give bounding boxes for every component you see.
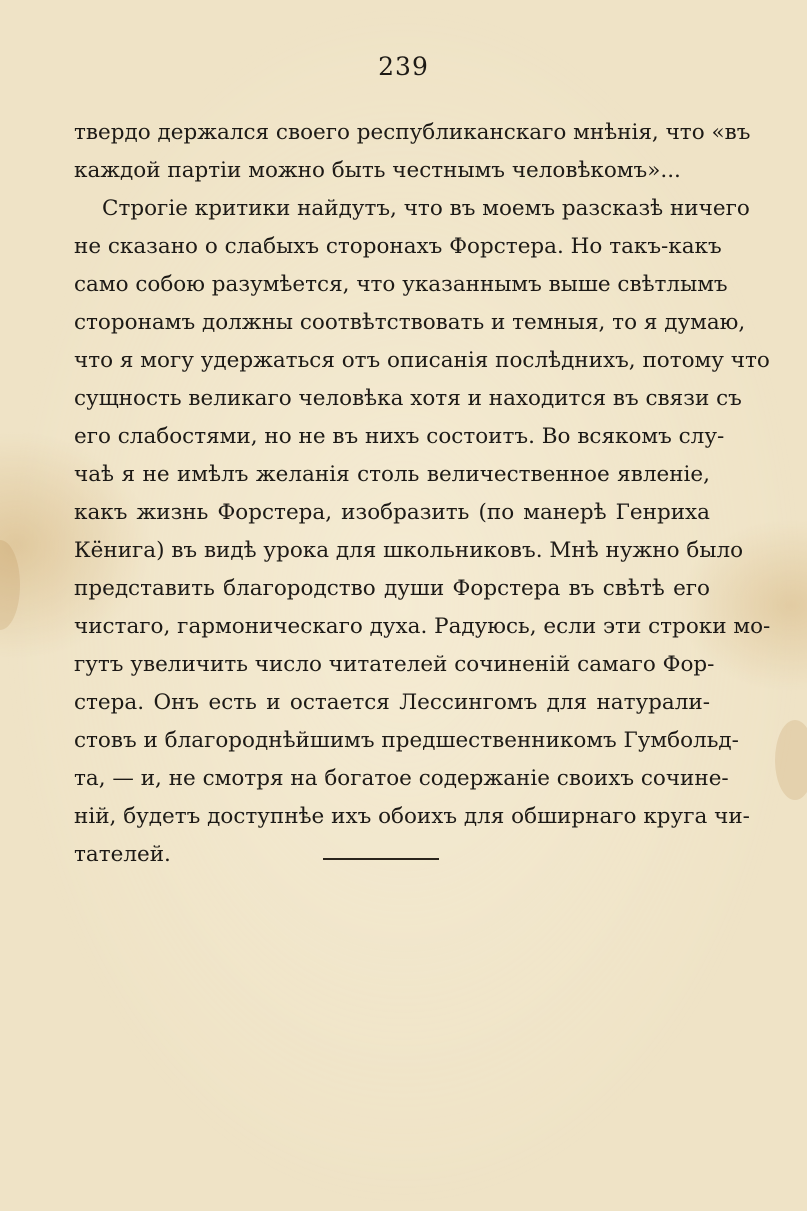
text-line: представить благородство души Форстера въ свѣтѣ его (74, 576, 710, 601)
text-line: какъ жизнь Форстера, изобразить (по манерѣ Генриха (74, 500, 710, 525)
text-line: Строгіе критики найдутъ, что въ моемъ разсказѣ ничего (102, 196, 750, 221)
text-line: стера. Онъ есть и остается Лессингомъ для натурали- (74, 690, 710, 715)
body-text (74, 114, 771, 874)
text-line: чаѣ я не имѣлъ желанія столь величественное явленіе, (74, 462, 710, 487)
text-line: тателей. (74, 842, 171, 867)
text-line: та, — и, не смотря на богатое содержаніе своихъ сочине- (74, 766, 729, 791)
text-line: сторонамъ должны соотвѣтствовать и темныя, то я думаю, (74, 310, 746, 335)
text-line: само собою разумѣется, что указаннымъ выше свѣтлымъ (74, 272, 728, 297)
text-line: сущность великаго человѣка хотя и находится въ связи съ (74, 386, 742, 411)
page-number: 239 (378, 52, 429, 81)
text-line: твердо держался своего республиканскаго мнѣнія, что «въ (74, 120, 751, 145)
text-line: гутъ увеличить число читателей сочиненій самаго Фор- (74, 652, 715, 677)
text-line: что я могу удержаться отъ описанія послѣднихъ, потому что (74, 348, 770, 373)
paper-stain-right (775, 720, 807, 800)
text-line: не сказано о слабыхъ сторонахъ Форстера. Но такъ-какъ (74, 234, 722, 259)
text-line: каждой партіи можно быть честнымъ человѣкомъ»... (74, 158, 681, 183)
paper-stain-left (0, 540, 20, 630)
text-line: ній, будетъ доступнѣе ихъ обоихъ для обширнаго круга чи- (74, 804, 750, 829)
end-rule-divider (323, 858, 439, 860)
text-line: Кёнига) въ видѣ урока для школьниковъ. Мнѣ нужно было (74, 538, 744, 563)
text-line: стовъ и благороднѣйшимъ предшественникомъ Гумбольд- (74, 728, 739, 753)
text-line: его слабостями, но не въ нихъ состоитъ. Во всякомъ слу- (74, 424, 725, 449)
text-line: чистаго, гармоническаго духа. Радуюсь, если эти строки мо- (74, 614, 771, 639)
